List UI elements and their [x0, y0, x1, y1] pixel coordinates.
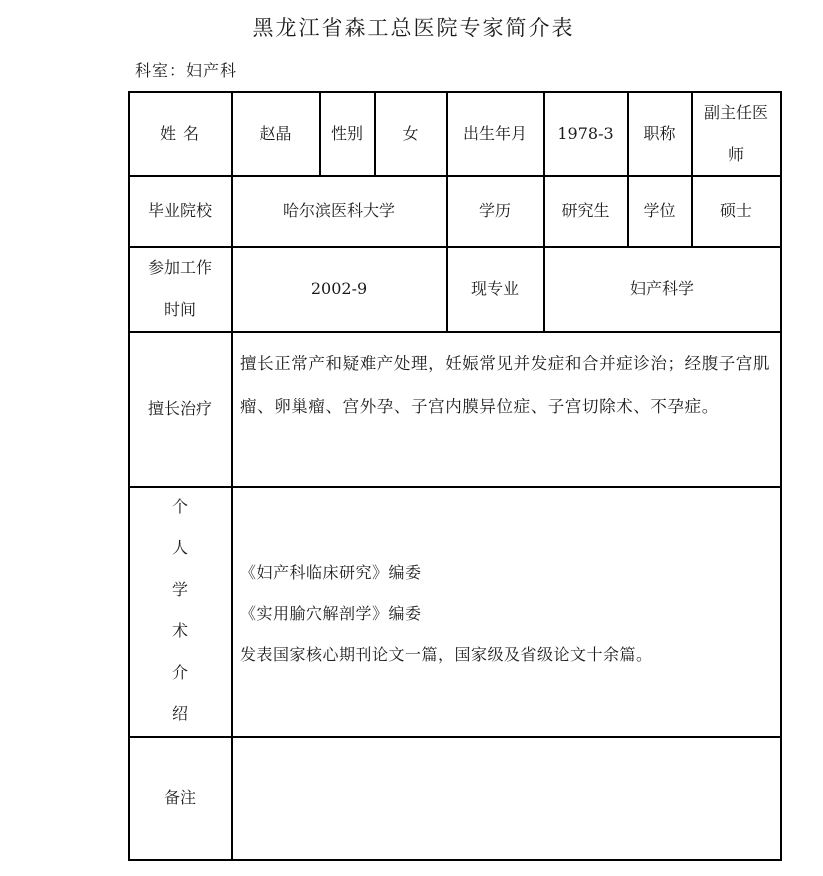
academic-line: 《妇产科临床研究》编委: [240, 563, 422, 582]
specialty-text: 擅长正常产和疑难产处理，妊娠常见并发症和合并症诊治；经腹子宫肌瘤、卵巢瘤、宫外孕、子宫内膜异位症、子宫切除术、不孕症。: [240, 354, 771, 416]
academic-label-char: 介: [171, 662, 188, 682]
major-value: 妇产科学: [629, 279, 694, 299]
name-value: 赵晶: [259, 123, 292, 143]
work-start-value: 2002-9: [310, 279, 368, 299]
academic-content: [232, 487, 780, 736]
academic-label-char: 术: [171, 621, 188, 641]
title-value-line2: 师: [727, 144, 744, 164]
name-label: 姓 名: [159, 123, 201, 143]
document-title: 黑龙江省森工总医院专家简介表: [252, 16, 575, 40]
birth-value: 1978-3: [557, 123, 614, 143]
academic-label-char: 学: [171, 579, 188, 599]
degree-value: 硕士: [719, 201, 752, 221]
department-label: 科室：: [135, 61, 187, 80]
table-border-bottom: [128, 859, 782, 861]
major-label: 现专业: [470, 279, 519, 299]
title-label: 职称: [643, 123, 676, 143]
work-start-label: [129, 247, 231, 331]
title-value: [692, 92, 780, 175]
education-value: 研究生: [561, 201, 610, 221]
remarks-label: 备注: [163, 788, 196, 808]
academic-line: 《实用腧穴解剖学》编委: [240, 604, 422, 623]
remarks-value: [232, 737, 780, 859]
birth-label: 出生年月: [462, 123, 527, 143]
gender-label: 性别: [330, 123, 363, 143]
table-border-right: [780, 91, 782, 860]
academic-label: [129, 487, 231, 736]
academic-label-char: 绍: [171, 703, 188, 723]
department-value: 妇产科: [186, 61, 238, 80]
work-start-label-line1: 参加工作: [147, 258, 212, 277]
degree-label: 学位: [643, 201, 676, 221]
specialty-label: 擅长治疗: [147, 399, 212, 419]
academic-label-char: 个: [171, 497, 188, 516]
school-label: 毕业院校: [147, 201, 212, 221]
academic-line: 发表国家核心期刊论文一篇，国家级及省级论文十余篇。: [240, 645, 653, 664]
title-value-line1: 副主任医: [703, 102, 768, 122]
academic-label-char: 人: [171, 538, 188, 558]
education-label: 学历: [478, 201, 511, 221]
school-value: 哈尔滨医科大学: [282, 201, 395, 221]
gender-value: 女: [402, 123, 419, 143]
department-line: [135, 58, 237, 81]
work-start-label-line2: 时间: [163, 300, 196, 319]
